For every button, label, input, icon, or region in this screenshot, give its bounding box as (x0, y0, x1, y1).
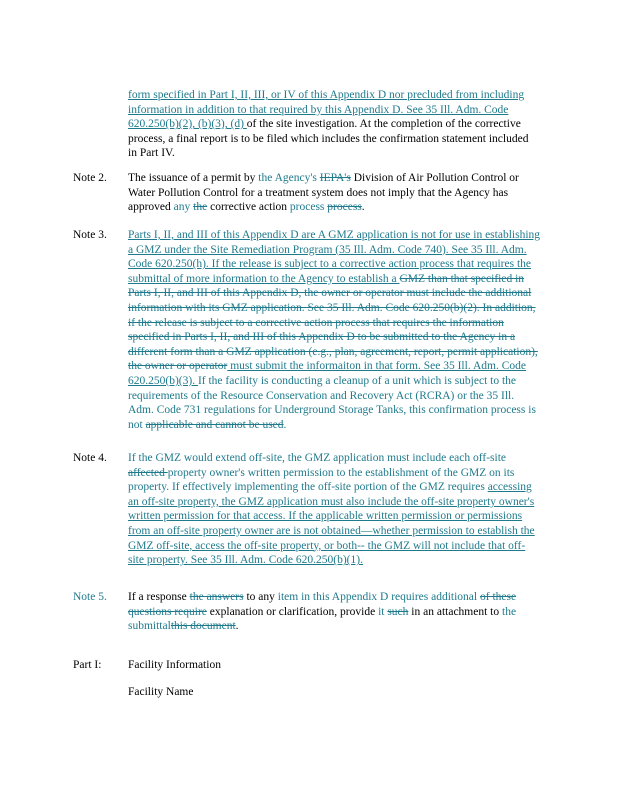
deleted-text: such (387, 605, 409, 618)
note-2-label: Note 2. (73, 172, 107, 184)
inserted-text: must submit the informaiton in that form. See 35 Ill. Adm. Code 620.250(b)(3). (128, 360, 526, 387)
deleted-text: process (327, 201, 362, 214)
inserted-text: the Agency's (258, 172, 320, 184)
note-4-label: Note 4. (73, 452, 107, 464)
inserted-text: If the GMZ would extend off-site, the GMZ application must include each off-site (128, 452, 507, 464)
inserted-text: item in this Appendix D requires additional (277, 591, 480, 603)
note-5-body (128, 590, 540, 634)
deleted-text: the answers (189, 591, 244, 603)
note-text: Division of Air Pollution Control or Water Pollution Control for a treatment system does not imply that the Agency has approved (128, 172, 519, 214)
note-text: in an attachment to (408, 605, 502, 618)
inserted-text: process (289, 201, 328, 214)
note-3-body (128, 228, 540, 432)
note-text: corrective action (207, 201, 290, 214)
intro-paragraph (128, 88, 540, 161)
paragraph-text: of the site investigation. At the completion of the corrective process, a final report is to be filed which includes the confirmation statement included in Part IV. (128, 118, 529, 160)
inserted-text: If the facility is conducting a cleanup of a unit which is subject to the requirements of the Resource Conservation and Recovery Act (RCRA) or the 35 Ill. Adm. Code 731 regulations for Underground Storage Tanks, this confirmation process is not (128, 374, 536, 431)
note-text: to any (243, 591, 278, 603)
deleted-text: of these questions require (128, 591, 517, 618)
note-2-body (128, 171, 540, 215)
note-text: The issuance of a permit by (128, 172, 259, 184)
deleted-text: GMZ than that specified in Parts I, II, and III of this Appendix D, the owner or operator must include the additional information with its GMZ application. See 35 Ill. Adm. Code 620.250(b)(2). In addition, if the release is subject to a corrective action process that requires the information specified in Parts I, II, and III of this Appendix D to be submitted to the Agency in a different form than a GMZ application (e.g., plan, agreement, report, permit application), the owner or operator (128, 272, 538, 373)
inserted-text: accessing an off-site property, the GMZ application must also include the off-site property owner's written permission for that access. If the applicable written permission or permissions from an off-site property owner are is not obtained—whether permission to establish the GMZ off-site, access the off-site property, or both-- the GMZ will not include that off-site property. See 35 Ill. Adm. Code 620.250(b)(1). (128, 481, 535, 567)
part-1-title: Facility Information (128, 659, 221, 671)
inserted-text: property owner's written permission to the establishment of the GMZ on its property. If effectively implementing the off-site portion of the GMZ requires (128, 466, 515, 494)
deleted-text: affected (128, 466, 168, 479)
facility-name-label: Facility Name (128, 686, 194, 698)
note-text: If a response (128, 591, 190, 603)
note-5-label: Note 5. (73, 591, 107, 603)
note-3-label: Note 3. (73, 229, 107, 241)
note-4-body (128, 451, 540, 568)
deleted-text: IEPA's (319, 172, 351, 184)
inserted-text: it (378, 605, 388, 618)
note-text: . (235, 620, 239, 633)
deleted-text: applicable and cannot be used (145, 418, 284, 431)
inserted-text: Parts I, II, and III of this Appendix D are A GMZ application is not for use in establishing a GMZ under the Site Remediation Program (35 Ill. Adm. Code 740). See 35 Ill. Adm. Code 620.250(h). If the release is subject to a corrective action process that requires the submittal of more information to the Agency to establish a (128, 229, 541, 285)
inserted-text: form specified in Part I, II, III, or IV of this Appendix D nor precluded from including information in addition to that required by this Appendix D. See 35 Ill. Adm. Code 620.250(b)(2), (b)(3), (d) (128, 89, 525, 131)
inserted-text: the submittal (128, 605, 517, 633)
inserted-text: . (283, 418, 287, 431)
deleted-text: this document (170, 620, 236, 633)
note-text: explanation or clarification, provide (206, 605, 379, 618)
inserted-text: any (173, 201, 194, 214)
deleted-text: the (193, 201, 208, 214)
part-1-label: Part I: (73, 659, 102, 671)
note-text: . (361, 201, 365, 214)
